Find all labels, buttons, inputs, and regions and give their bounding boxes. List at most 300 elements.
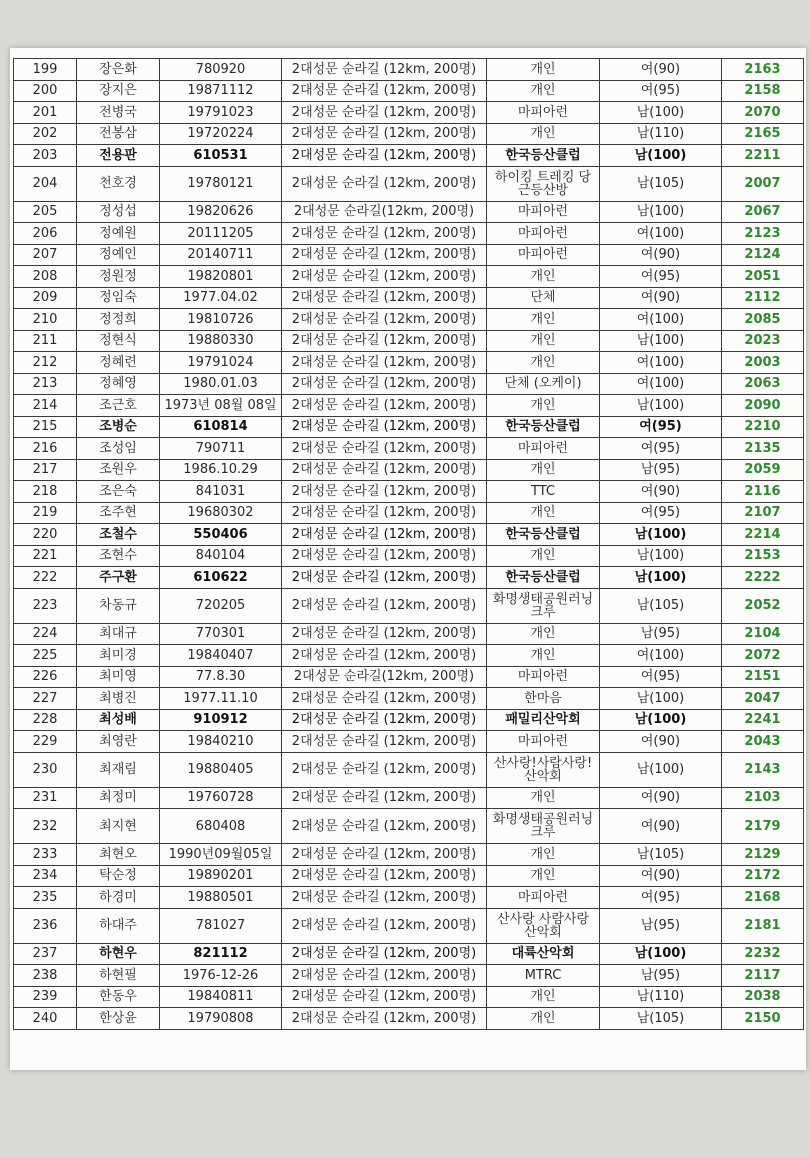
row-number: 200 xyxy=(14,80,77,102)
participant-name: 전병국 xyxy=(77,102,160,124)
birth-date: 19871112 xyxy=(160,80,282,102)
team-name: 개인 xyxy=(487,459,600,481)
table-row xyxy=(14,809,804,844)
row-number: 222 xyxy=(14,567,77,589)
age-group: 여(90) xyxy=(600,787,722,809)
course-name: 2대성문 순라길 (12km, 200명) xyxy=(282,459,487,481)
birth-date: 840104 xyxy=(160,545,282,567)
bib-number: 2135 xyxy=(722,438,804,460)
course-name: 2대성문 순라길 (12km, 200명) xyxy=(282,266,487,288)
age-group: 남(105) xyxy=(600,166,722,201)
bib-number: 2222 xyxy=(722,567,804,589)
age-group: 여(95) xyxy=(600,80,722,102)
bib-number: 2104 xyxy=(722,623,804,645)
age-group: 남(105) xyxy=(600,1008,722,1030)
course-name: 2대성문 순라길 (12km, 200명) xyxy=(282,416,487,438)
row-number: 238 xyxy=(14,965,77,987)
participant-name: 조원우 xyxy=(77,459,160,481)
age-group: 여(100) xyxy=(600,352,722,374)
table-row xyxy=(14,887,804,909)
table-row xyxy=(14,201,804,223)
birth-date: 19880501 xyxy=(160,887,282,909)
age-group: 여(100) xyxy=(600,645,722,667)
team-name: 개인 xyxy=(487,645,600,667)
age-group: 남(95) xyxy=(600,623,722,645)
team-name: 개인 xyxy=(487,865,600,887)
row-number: 203 xyxy=(14,145,77,167)
bib-number: 2214 xyxy=(722,524,804,546)
age-group: 여(95) xyxy=(600,887,722,909)
table-row xyxy=(14,123,804,145)
birth-date: 780920 xyxy=(160,59,282,81)
course-name: 2대성문 순라길 (12km, 200명) xyxy=(282,309,487,331)
table-row xyxy=(14,666,804,688)
participant-name: 정예원 xyxy=(77,223,160,245)
row-number: 220 xyxy=(14,524,77,546)
course-name: 2대성문 순라길 (12km, 200명) xyxy=(282,145,487,167)
bib-number: 2059 xyxy=(722,459,804,481)
table-row xyxy=(14,986,804,1008)
table-row xyxy=(14,588,804,623)
participant-name: 최지현 xyxy=(77,809,160,844)
bib-number: 2043 xyxy=(722,731,804,753)
row-number: 217 xyxy=(14,459,77,481)
row-number: 201 xyxy=(14,102,77,124)
table-row xyxy=(14,865,804,887)
course-name: 2대성문 순라길 (12km, 200명) xyxy=(282,481,487,503)
birth-date: 790711 xyxy=(160,438,282,460)
row-number: 229 xyxy=(14,731,77,753)
birth-date: 19880330 xyxy=(160,330,282,352)
birth-date: 770301 xyxy=(160,623,282,645)
row-number: 206 xyxy=(14,223,77,245)
table-row xyxy=(14,59,804,81)
birth-date: 19840210 xyxy=(160,731,282,753)
participant-name: 전용판 xyxy=(77,145,160,167)
participant-name: 최미경 xyxy=(77,645,160,667)
bib-number: 2052 xyxy=(722,588,804,623)
bib-number: 2165 xyxy=(722,123,804,145)
birth-date: 19791023 xyxy=(160,102,282,124)
team-name: 대륙산악회 xyxy=(487,943,600,965)
age-group: 남(100) xyxy=(600,943,722,965)
table-row xyxy=(14,688,804,710)
age-group: 여(100) xyxy=(600,373,722,395)
participant-name: 한동우 xyxy=(77,986,160,1008)
participant-name: 조병순 xyxy=(77,416,160,438)
table-row xyxy=(14,844,804,866)
course-name: 2대성문 순라길 (12km, 200명) xyxy=(282,102,487,124)
bib-number: 2168 xyxy=(722,887,804,909)
team-name: 개인 xyxy=(487,545,600,567)
team-name: 단체 (오케이) xyxy=(487,373,600,395)
bib-number: 2151 xyxy=(722,666,804,688)
participant-name: 정예인 xyxy=(77,244,160,266)
participant-name: 조철수 xyxy=(77,524,160,546)
age-group: 여(95) xyxy=(600,266,722,288)
table-row xyxy=(14,459,804,481)
birth-date: 1990년09월05일 xyxy=(160,844,282,866)
row-number: 227 xyxy=(14,688,77,710)
age-group: 여(95) xyxy=(600,438,722,460)
table-row xyxy=(14,965,804,987)
age-group: 여(95) xyxy=(600,666,722,688)
row-number: 224 xyxy=(14,623,77,645)
table-row xyxy=(14,709,804,731)
team-name: 한국등산클럽 xyxy=(487,524,600,546)
team-name: 하이킹 트레킹 당근등산방 xyxy=(487,166,600,201)
row-number: 226 xyxy=(14,666,77,688)
birth-date: 610531 xyxy=(160,145,282,167)
team-name: 화명생태공원러닝크루 xyxy=(487,588,600,623)
age-group: 남(100) xyxy=(600,567,722,589)
age-group: 남(95) xyxy=(600,965,722,987)
course-name: 2대성문 순라길 (12km, 200명) xyxy=(282,865,487,887)
age-group: 남(95) xyxy=(600,459,722,481)
age-group: 남(110) xyxy=(600,123,722,145)
participant-table xyxy=(13,58,804,1030)
row-number: 207 xyxy=(14,244,77,266)
row-number: 208 xyxy=(14,266,77,288)
bib-number: 2210 xyxy=(722,416,804,438)
row-number: 215 xyxy=(14,416,77,438)
birth-date: 19820626 xyxy=(160,201,282,223)
document-sheet xyxy=(10,48,806,1070)
age-group: 여(100) xyxy=(600,309,722,331)
table-row xyxy=(14,223,804,245)
bib-number: 2072 xyxy=(722,645,804,667)
participant-name: 최재림 xyxy=(77,752,160,787)
team-name: 마피아런 xyxy=(487,102,600,124)
row-number: 239 xyxy=(14,986,77,1008)
birth-date: 19680302 xyxy=(160,502,282,524)
row-number: 212 xyxy=(14,352,77,374)
table-row xyxy=(14,416,804,438)
participant-name: 탁순정 xyxy=(77,865,160,887)
birth-date: 19791024 xyxy=(160,352,282,374)
age-group: 남(100) xyxy=(600,201,722,223)
team-name: 개인 xyxy=(487,623,600,645)
birth-date: 610814 xyxy=(160,416,282,438)
row-number: 237 xyxy=(14,943,77,965)
team-name: 마피아런 xyxy=(487,223,600,245)
bib-number: 2123 xyxy=(722,223,804,245)
row-number: 204 xyxy=(14,166,77,201)
birth-date: 1977.04.02 xyxy=(160,287,282,309)
age-group: 남(105) xyxy=(600,844,722,866)
row-number: 234 xyxy=(14,865,77,887)
birth-date: 19780121 xyxy=(160,166,282,201)
participant-name: 최영란 xyxy=(77,731,160,753)
team-name: 단체 xyxy=(487,287,600,309)
birth-date: 19720224 xyxy=(160,123,282,145)
age-group: 남(100) xyxy=(600,545,722,567)
birth-date: 1976-12-26 xyxy=(160,965,282,987)
bib-number: 2047 xyxy=(722,688,804,710)
birth-date: 19790808 xyxy=(160,1008,282,1030)
team-name: 마피아런 xyxy=(487,438,600,460)
team-name: 개인 xyxy=(487,330,600,352)
participant-name: 조은숙 xyxy=(77,481,160,503)
bib-number: 2067 xyxy=(722,201,804,223)
bib-number: 2070 xyxy=(722,102,804,124)
participant-name: 조현수 xyxy=(77,545,160,567)
age-group: 여(95) xyxy=(600,416,722,438)
table-row xyxy=(14,102,804,124)
course-name: 2대성문 순라길 (12km, 200명) xyxy=(282,809,487,844)
participant-name: 최병진 xyxy=(77,688,160,710)
age-group: 남(110) xyxy=(600,986,722,1008)
birth-date: 610622 xyxy=(160,567,282,589)
birth-date: 1986.10.29 xyxy=(160,459,282,481)
participant-name: 정임숙 xyxy=(77,287,160,309)
table-row xyxy=(14,524,804,546)
participant-name: 하현우 xyxy=(77,943,160,965)
course-name: 2대성문 순라길 (12km, 200명) xyxy=(282,373,487,395)
row-number: 213 xyxy=(14,373,77,395)
course-name: 2대성문 순라길 (12km, 200명) xyxy=(282,986,487,1008)
course-name: 2대성문 순라길 (12km, 200명) xyxy=(282,223,487,245)
table-row xyxy=(14,244,804,266)
participant-name: 조성임 xyxy=(77,438,160,460)
bib-number: 2124 xyxy=(722,244,804,266)
bib-number: 2117 xyxy=(722,965,804,987)
participant-name: 정성섭 xyxy=(77,201,160,223)
row-number: 202 xyxy=(14,123,77,145)
participant-name: 정원정 xyxy=(77,266,160,288)
table-row xyxy=(14,166,804,201)
age-group: 남(100) xyxy=(600,102,722,124)
course-name: 2대성문 순라길 (12km, 200명) xyxy=(282,623,487,645)
bib-number: 2116 xyxy=(722,481,804,503)
course-name: 2대성문 순라길 (12km, 200명) xyxy=(282,59,487,81)
row-number: 214 xyxy=(14,395,77,417)
course-name: 2대성문 순라길 (12km, 200명) xyxy=(282,887,487,909)
course-name: 2대성문 순라길(12km, 200명) xyxy=(282,201,487,223)
age-group: 남(105) xyxy=(600,588,722,623)
row-number: 236 xyxy=(14,908,77,943)
team-name: 개인 xyxy=(487,123,600,145)
table-row xyxy=(14,545,804,567)
birth-date: 19810726 xyxy=(160,309,282,331)
participant-name: 정정희 xyxy=(77,309,160,331)
course-name: 2대성문 순라길 (12km, 200명) xyxy=(282,908,487,943)
birth-date: 20111205 xyxy=(160,223,282,245)
table-row xyxy=(14,567,804,589)
table-row xyxy=(14,623,804,645)
bib-number: 2038 xyxy=(722,986,804,1008)
team-name: MTRC xyxy=(487,965,600,987)
birth-date: 1980.01.03 xyxy=(160,373,282,395)
team-name: 한국등산클럽 xyxy=(487,416,600,438)
table-row xyxy=(14,752,804,787)
team-name: 개인 xyxy=(487,352,600,374)
table-row xyxy=(14,908,804,943)
table-row xyxy=(14,943,804,965)
age-group: 남(100) xyxy=(600,395,722,417)
row-number: 235 xyxy=(14,887,77,909)
team-name: 마피아런 xyxy=(487,666,600,688)
table-row xyxy=(14,80,804,102)
row-number: 223 xyxy=(14,588,77,623)
team-name: 개인 xyxy=(487,309,600,331)
row-number: 225 xyxy=(14,645,77,667)
bib-number: 2153 xyxy=(722,545,804,567)
course-name: 2대성문 순라길 (12km, 200명) xyxy=(282,787,487,809)
bib-number: 2090 xyxy=(722,395,804,417)
team-name: 한국등산클럽 xyxy=(487,567,600,589)
age-group: 여(90) xyxy=(600,865,722,887)
age-group: 남(100) xyxy=(600,145,722,167)
course-name: 2대성문 순라길 (12km, 200명) xyxy=(282,709,487,731)
row-number: 230 xyxy=(14,752,77,787)
bib-number: 2158 xyxy=(722,80,804,102)
course-name: 2대성문 순라길 (12km, 200명) xyxy=(282,688,487,710)
course-name: 2대성문 순라길 (12km, 200명) xyxy=(282,244,487,266)
bib-number: 2211 xyxy=(722,145,804,167)
course-name: 2대성문 순라길 (12km, 200명) xyxy=(282,123,487,145)
birth-date: 19880405 xyxy=(160,752,282,787)
participant-table-body xyxy=(14,59,804,1030)
course-name: 2대성문 순라길 (12km, 200명) xyxy=(282,567,487,589)
table-row xyxy=(14,287,804,309)
bib-number: 2103 xyxy=(722,787,804,809)
age-group: 남(95) xyxy=(600,908,722,943)
age-group: 여(90) xyxy=(600,731,722,753)
team-name: 개인 xyxy=(487,59,600,81)
course-name: 2대성문 순라길 (12km, 200명) xyxy=(282,943,487,965)
birth-date: 77.8.30 xyxy=(160,666,282,688)
participant-name: 전봉삼 xyxy=(77,123,160,145)
birth-date: 1973년 08월 08일 xyxy=(160,395,282,417)
row-number: 233 xyxy=(14,844,77,866)
row-number: 209 xyxy=(14,287,77,309)
bib-number: 2129 xyxy=(722,844,804,866)
team-name: 개인 xyxy=(487,986,600,1008)
team-name: 마피아런 xyxy=(487,731,600,753)
course-name: 2대성문 순라길 (12km, 200명) xyxy=(282,1008,487,1030)
age-group: 여(90) xyxy=(600,809,722,844)
bib-number: 2163 xyxy=(722,59,804,81)
course-name: 2대성문 순라길(12km, 200명) xyxy=(282,666,487,688)
table-row xyxy=(14,373,804,395)
bib-number: 2181 xyxy=(722,908,804,943)
team-name: 개인 xyxy=(487,395,600,417)
table-row xyxy=(14,266,804,288)
team-name: 한마음 xyxy=(487,688,600,710)
table-row xyxy=(14,330,804,352)
participant-name: 정혜련 xyxy=(77,352,160,374)
row-number: 218 xyxy=(14,481,77,503)
age-group: 여(95) xyxy=(600,502,722,524)
birth-date: 19840811 xyxy=(160,986,282,1008)
table-row xyxy=(14,309,804,331)
row-number: 205 xyxy=(14,201,77,223)
age-group: 여(90) xyxy=(600,481,722,503)
table-row xyxy=(14,1008,804,1030)
birth-date: 550406 xyxy=(160,524,282,546)
bib-number: 2179 xyxy=(722,809,804,844)
age-group: 남(100) xyxy=(600,330,722,352)
participant-name: 최미영 xyxy=(77,666,160,688)
course-name: 2대성문 순라길 (12km, 200명) xyxy=(282,588,487,623)
team-name: 마피아런 xyxy=(487,244,600,266)
course-name: 2대성문 순라길 (12km, 200명) xyxy=(282,166,487,201)
team-name: 개인 xyxy=(487,502,600,524)
course-name: 2대성문 순라길 (12km, 200명) xyxy=(282,395,487,417)
team-name: 산사랑!사람사랑! 산악회 xyxy=(487,752,600,787)
row-number: 232 xyxy=(14,809,77,844)
participant-name: 최대규 xyxy=(77,623,160,645)
course-name: 2대성문 순라길 (12km, 200명) xyxy=(282,545,487,567)
team-name: 패밀리산악회 xyxy=(487,709,600,731)
age-group: 여(90) xyxy=(600,287,722,309)
bib-number: 2007 xyxy=(722,166,804,201)
table-row xyxy=(14,787,804,809)
table-row xyxy=(14,352,804,374)
team-name: 화명생태공원러닝크루 xyxy=(487,809,600,844)
age-group: 여(90) xyxy=(600,59,722,81)
course-name: 2대성문 순라길 (12km, 200명) xyxy=(282,352,487,374)
bib-number: 2085 xyxy=(722,309,804,331)
team-name: 개인 xyxy=(487,266,600,288)
bib-number: 2143 xyxy=(722,752,804,787)
row-number: 240 xyxy=(14,1008,77,1030)
row-number: 216 xyxy=(14,438,77,460)
participant-name: 천호경 xyxy=(77,166,160,201)
participant-name: 한상윤 xyxy=(77,1008,160,1030)
team-name: TTC xyxy=(487,481,600,503)
birth-date: 821112 xyxy=(160,943,282,965)
course-name: 2대성문 순라길 (12km, 200명) xyxy=(282,844,487,866)
bib-number: 2241 xyxy=(722,709,804,731)
participant-name: 정현식 xyxy=(77,330,160,352)
birth-date: 19820801 xyxy=(160,266,282,288)
team-name: 산사랑 사람사랑 산악회 xyxy=(487,908,600,943)
table-row xyxy=(14,645,804,667)
participant-name: 정혜영 xyxy=(77,373,160,395)
bib-number: 2150 xyxy=(722,1008,804,1030)
row-number: 228 xyxy=(14,709,77,731)
participant-name: 주구환 xyxy=(77,567,160,589)
age-group: 여(90) xyxy=(600,244,722,266)
bib-number: 2023 xyxy=(722,330,804,352)
table-row xyxy=(14,502,804,524)
bib-number: 2112 xyxy=(722,287,804,309)
participant-name: 최정미 xyxy=(77,787,160,809)
course-name: 2대성문 순라길 (12km, 200명) xyxy=(282,645,487,667)
bib-number: 2003 xyxy=(722,352,804,374)
row-number: 210 xyxy=(14,309,77,331)
birth-date: 781027 xyxy=(160,908,282,943)
participant-name: 최현오 xyxy=(77,844,160,866)
participant-name: 하경미 xyxy=(77,887,160,909)
birth-date: 1977.11.10 xyxy=(160,688,282,710)
team-name: 개인 xyxy=(487,1008,600,1030)
course-name: 2대성문 순라길 (12km, 200명) xyxy=(282,965,487,987)
course-name: 2대성문 순라길 (12km, 200명) xyxy=(282,438,487,460)
team-name: 마피아런 xyxy=(487,201,600,223)
team-name: 개인 xyxy=(487,80,600,102)
birth-date: 19840407 xyxy=(160,645,282,667)
row-number: 221 xyxy=(14,545,77,567)
team-name: 개인 xyxy=(487,844,600,866)
age-group: 여(100) xyxy=(600,223,722,245)
birth-date: 19890201 xyxy=(160,865,282,887)
course-name: 2대성문 순라길 (12km, 200명) xyxy=(282,330,487,352)
row-number: 211 xyxy=(14,330,77,352)
course-name: 2대성문 순라길 (12km, 200명) xyxy=(282,752,487,787)
